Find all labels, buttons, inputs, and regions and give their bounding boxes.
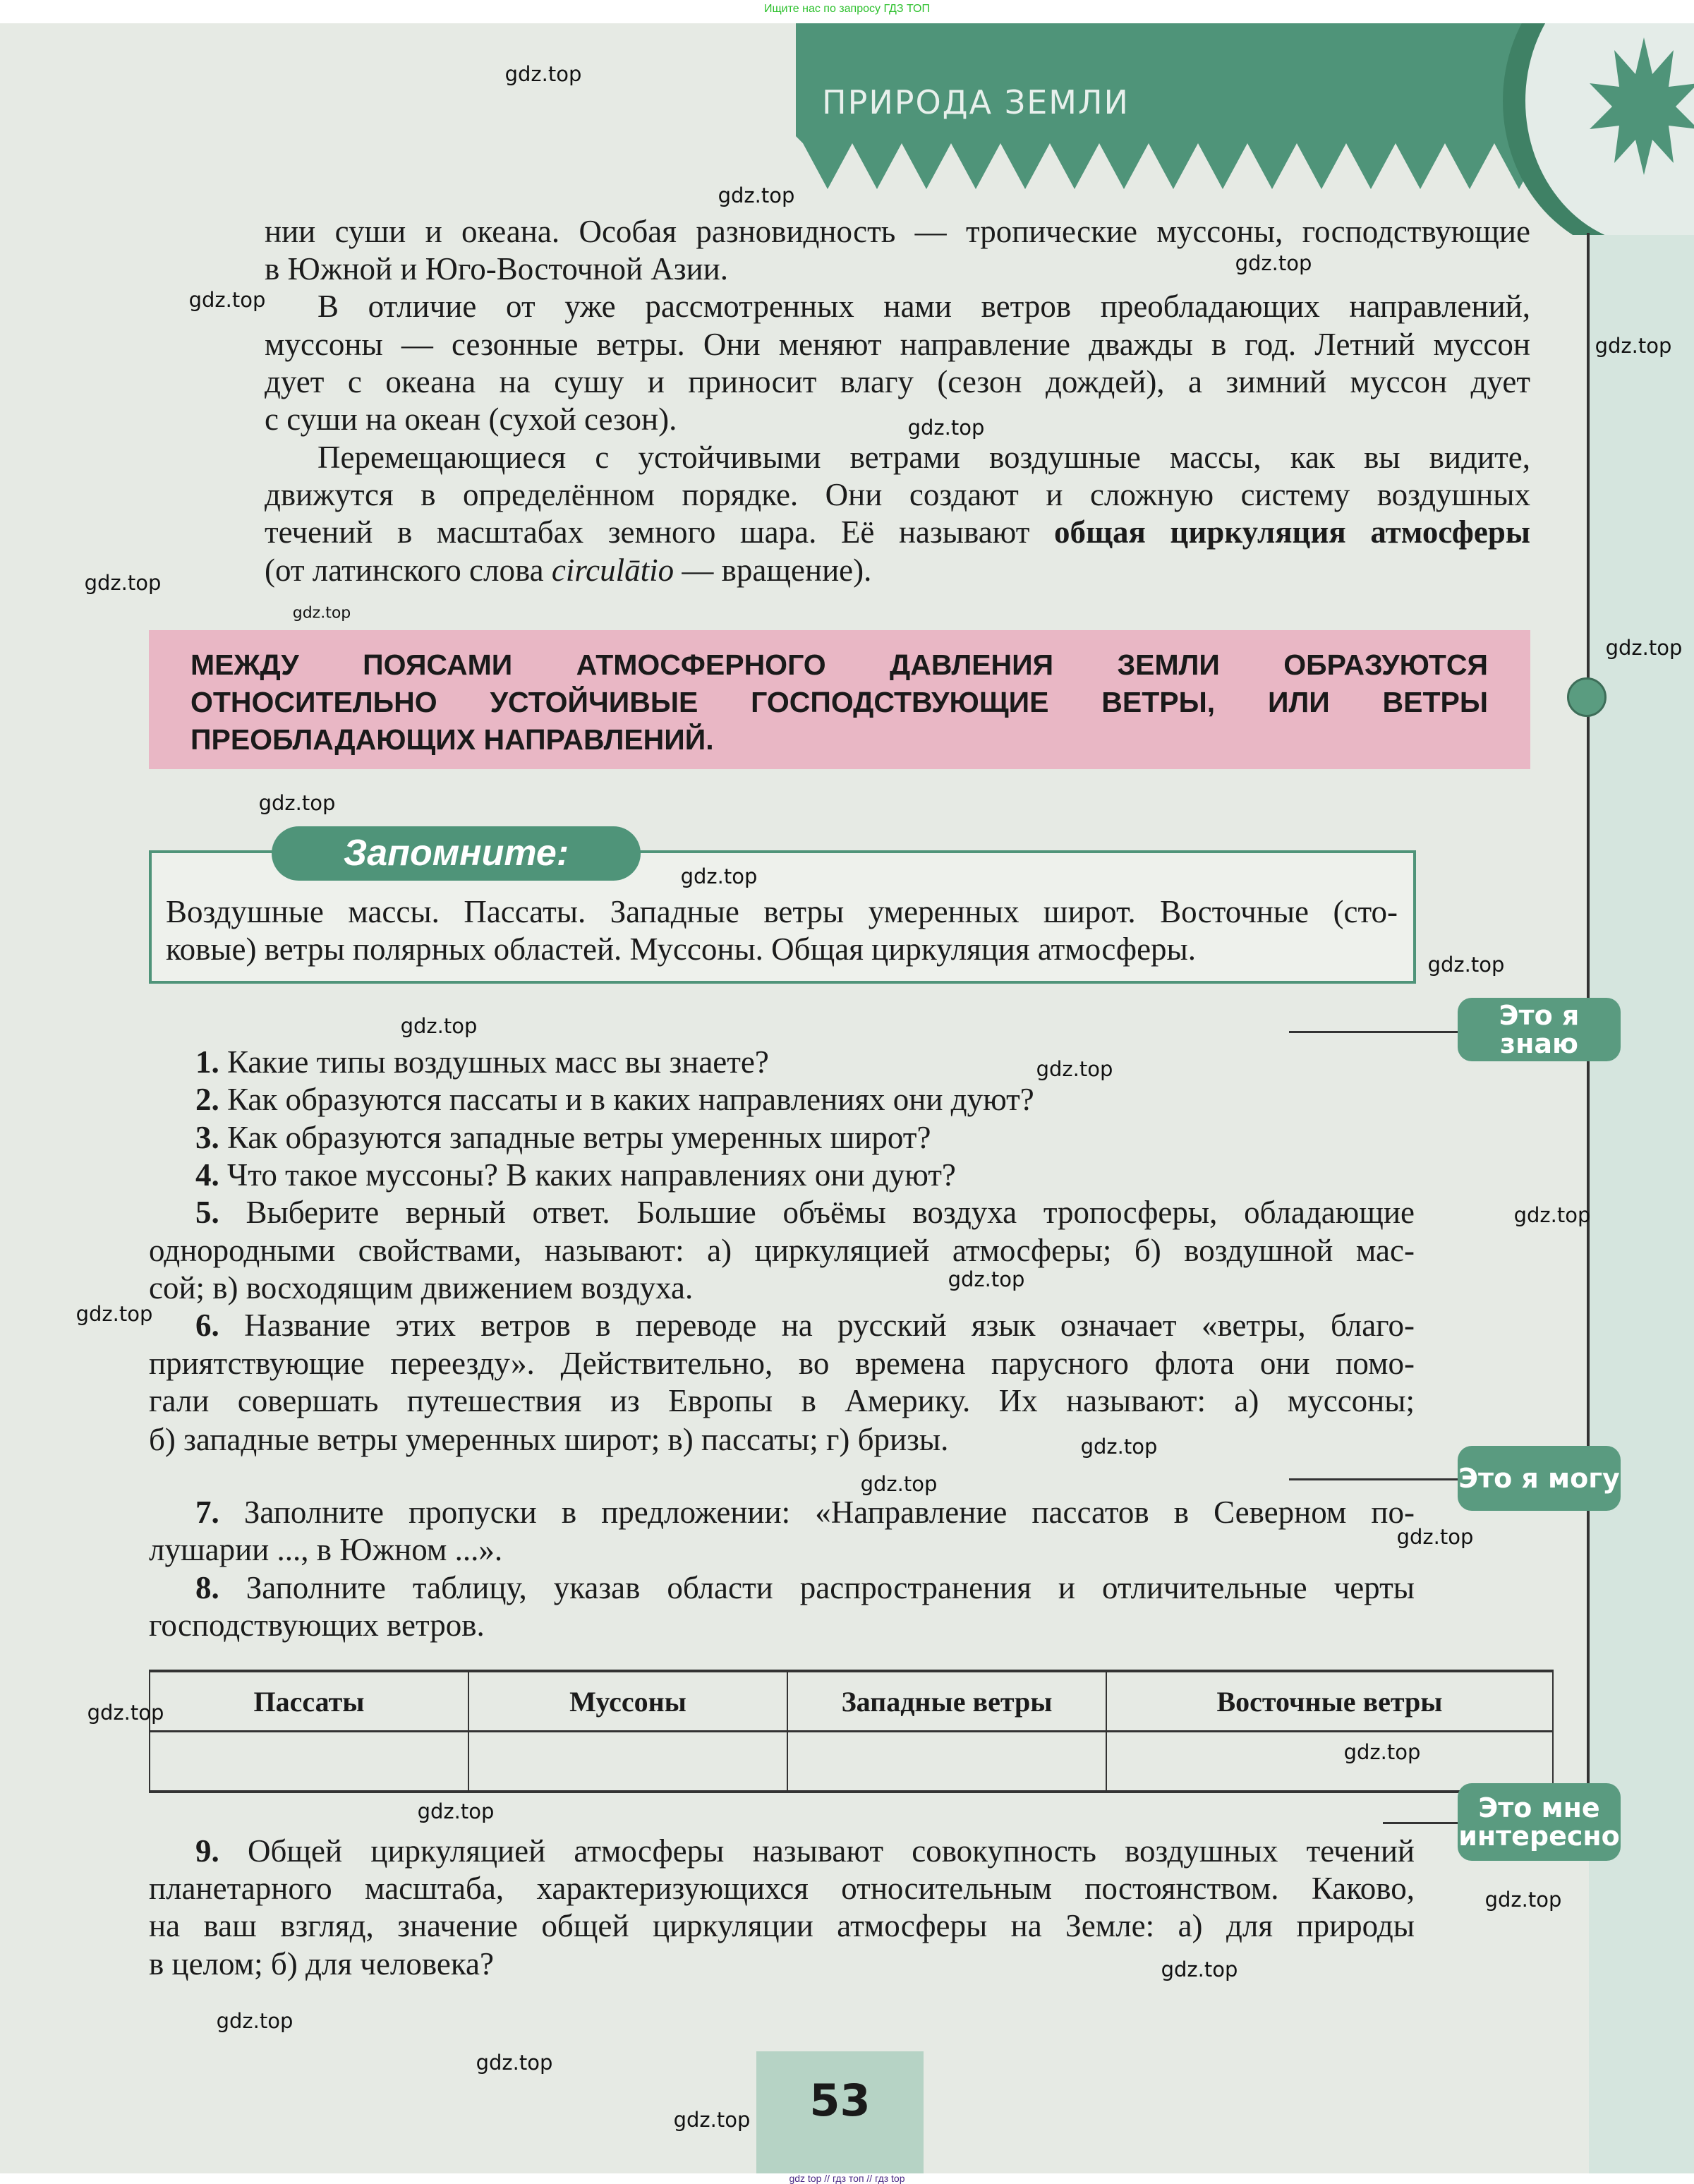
question-line: однородными свойствами, называют: а) циркуляцией атмосферы; б) воздушной мас- [149,1233,1415,1268]
paragraph-line [265,551,1530,589]
question-line: лушарии ..., в Южном ...». [149,1532,503,1567]
paragraph-line: с суши на океан (сухой сезон). [265,402,677,437]
watermark: gdz.top [673,2108,751,2132]
watermark: gdz.top [258,791,336,815]
star-emblem-icon [1468,23,1694,235]
label-line: Это мне [1478,1792,1600,1823]
watermark: gdz.top [504,62,582,86]
table-cell[interactable] [468,1732,787,1792]
watermark: gdz.top [400,1014,478,1038]
timeline-dot-icon [1567,677,1607,717]
question-3 [195,1118,1415,1157]
question-number: 7. [195,1495,219,1530]
watermark: gdz.top [216,2009,294,2033]
table-header: Восточные ветры [1106,1671,1553,1732]
table-row [150,1732,1553,1792]
question-number: 4. [195,1157,219,1193]
watermark: gdz.top [948,1267,1025,1291]
question-text: Какие типы воздушных масс вы знаете? [227,1044,769,1080]
paragraph-line: нии суши и океана. Особая разновидность — тропические муссоны, господствующие [265,214,1530,249]
connector-line [1289,1031,1458,1033]
question-4 [195,1156,1415,1194]
rule-line: ПРЕОБЛАДАЮЩИХ НАПРАВЛЕНИЙ. [190,723,714,756]
watermark: gdz.top [1036,1057,1113,1081]
watermark: gdz.top [1427,953,1505,977]
table-cell[interactable] [787,1732,1106,1792]
question-9 [195,1832,1415,1870]
paragraph-line: муссоны — сезонные ветры. Они меняют направление дважды в год. Летний муссон [265,327,1530,362]
question-number: 2. [195,1082,219,1117]
connector-line [1289,1478,1458,1480]
table-cell[interactable] [150,1732,468,1792]
watermark: gdz.top [907,416,985,440]
bottom-banner: gdz top // гдз топ // гдз top [789,2173,905,2184]
watermark: gdz.top [680,864,758,888]
paragraph-line: в Южной и Юго-Восточной Азии. [265,251,728,286]
watermark: gdz.top [718,183,795,207]
watermark: gdz.top [188,288,266,312]
text: — вращение). [674,553,872,588]
label-eto-mne-interesno [1458,1783,1621,1861]
watermark: gdz.top [1605,636,1683,660]
label-eto-ya-mogu: Это я могу [1458,1446,1621,1511]
watermark: gdz.top [476,2051,553,2075]
question-number: 5. [195,1195,219,1230]
question-text: Как образуются пассаты и в каких направлениях они дуют? [227,1082,1034,1117]
question-text: Выберите верный ответ. Большие объёмы воздуха тропосферы, обладающие [246,1195,1415,1230]
paragraph-line [265,513,1530,551]
remember-line: ковые) ветры полярных областей. Муссоны. Общая циркуляция атмосферы. [166,931,1197,967]
table-header: Муссоны [468,1671,787,1732]
question-8 [195,1569,1415,1607]
question-text: Что такое муссоны? В каких направлениях они дуют? [227,1157,956,1193]
question-text: Общей циркуляцией атмосферы называют совокупность воздушных течений [248,1833,1415,1869]
paragraph-line: Перемещающиеся с устойчивыми ветрами воздушные массы, как вы видите, [317,440,1530,475]
watermark: gdz.top [1235,251,1312,275]
question-number: 1. [195,1044,219,1080]
question-line: б) западные ветры умеренных широт; в) пассаты; г) бризы. [149,1422,949,1457]
remember-badge: Запомните: [272,826,641,881]
label-eto-ya-znayu: Это я знаю [1458,998,1621,1061]
rule-line: МЕЖДУ ПОЯСАМИ АТМОСФЕРНОГО ДАВЛЕНИЯ ЗЕМЛИ ОБРАЗУЮТСЯ [190,648,1488,681]
watermark: gdz.top [860,1472,938,1496]
watermark: gdz.top [1396,1525,1474,1549]
page-number: 53 [809,2075,871,2126]
question-2 [195,1080,1415,1118]
paragraph-line: движутся в определённом порядке. Они создают и сложную систему воздушных [265,477,1530,512]
table-header: Западные ветры [787,1671,1106,1732]
question-text: Заполните таблицу, указав области распространения и отличительные черты [246,1570,1415,1605]
question-5 [195,1193,1415,1231]
question-6 [195,1306,1415,1344]
watermark: gdz.top [1343,1740,1421,1764]
watermark: gdz.top [1080,1435,1158,1459]
watermark: gdz.top [1513,1203,1591,1227]
term-bold: общая циркуляция атмосферы [1053,514,1530,550]
paragraph-line: дует с океана на сушу и приносит влагу (сезон дождей), а зимний муссон дует [265,364,1530,399]
table-header-row [150,1671,1553,1732]
question-1 [195,1043,1415,1081]
question-number: 8. [195,1570,219,1605]
latin-term: circulātio [551,553,674,588]
watermark: gdz.top [84,571,162,595]
text: (от латинского слова [265,553,552,588]
top-banner: Ищите нас по запросу ГДЗ ТОП [764,3,930,15]
watermark: gdz.top [1161,1957,1238,1981]
question-text: Название этих ветров в переводе на русский язык означает «ветры, благо- [244,1308,1415,1343]
watermark: gdz.top [417,1799,495,1823]
remember-line: Воздушные массы. Пассаты. Западные ветры умеренных широт. Восточные (сто- [166,894,1398,929]
connector-line [1383,1822,1458,1824]
rule-line: ОТНОСИТЕЛЬНО УСТОЙЧИВЫЕ ГОСПОДСТВУЮЩИЕ ВЕТРЫ, ИЛИ ВЕТРЫ [190,686,1488,718]
question-text: Как образуются западные ветры умеренных широт? [227,1120,931,1155]
question-line: на ваш взгляд, значение общей циркуляции атмосферы на Земле: а) для природы [149,1908,1415,1943]
question-number: 6. [195,1308,219,1343]
paragraph-line: В отличие от уже рассмотренных нами ветров преобладающих направлений, [317,289,1530,324]
section-title: ПРИРОДА ЗЕМЛИ [822,83,1130,121]
question-number: 9. [195,1833,219,1869]
question-7 [195,1493,1415,1531]
table-header: Пассаты [150,1671,468,1732]
watermark: gdz.top [1595,334,1672,358]
watermark: gdz.top [292,604,351,622]
text: течений в масштабах земного шара. Её называют [265,514,1054,550]
question-line: гали совершать путешествия из Европы в Америку. Их называют: а) муссоны; [149,1383,1415,1418]
question-line: приятствующие переезду». Действительно, во времена парусного флота они помо- [149,1346,1415,1381]
question-line: в целом; б) для человека? [149,1946,494,1981]
winds-table [149,1670,1554,1793]
question-text: Заполните пропуски в предложении: «Направление пассатов в Северном по- [243,1495,1415,1530]
watermark: gdz.top [1484,1888,1562,1912]
question-line: сой; в) восходящим движением воздуха. [149,1270,694,1305]
watermark: gdz.top [87,1701,164,1725]
question-line: господствующих ветров. [149,1607,485,1643]
watermark: gdz.top [75,1302,153,1326]
question-line: планетарного масштаба, характеризующихся относительным постоянством. Каково, [149,1871,1415,1906]
label-line: интересно [1458,1821,1620,1852]
question-number: 3. [195,1120,219,1155]
